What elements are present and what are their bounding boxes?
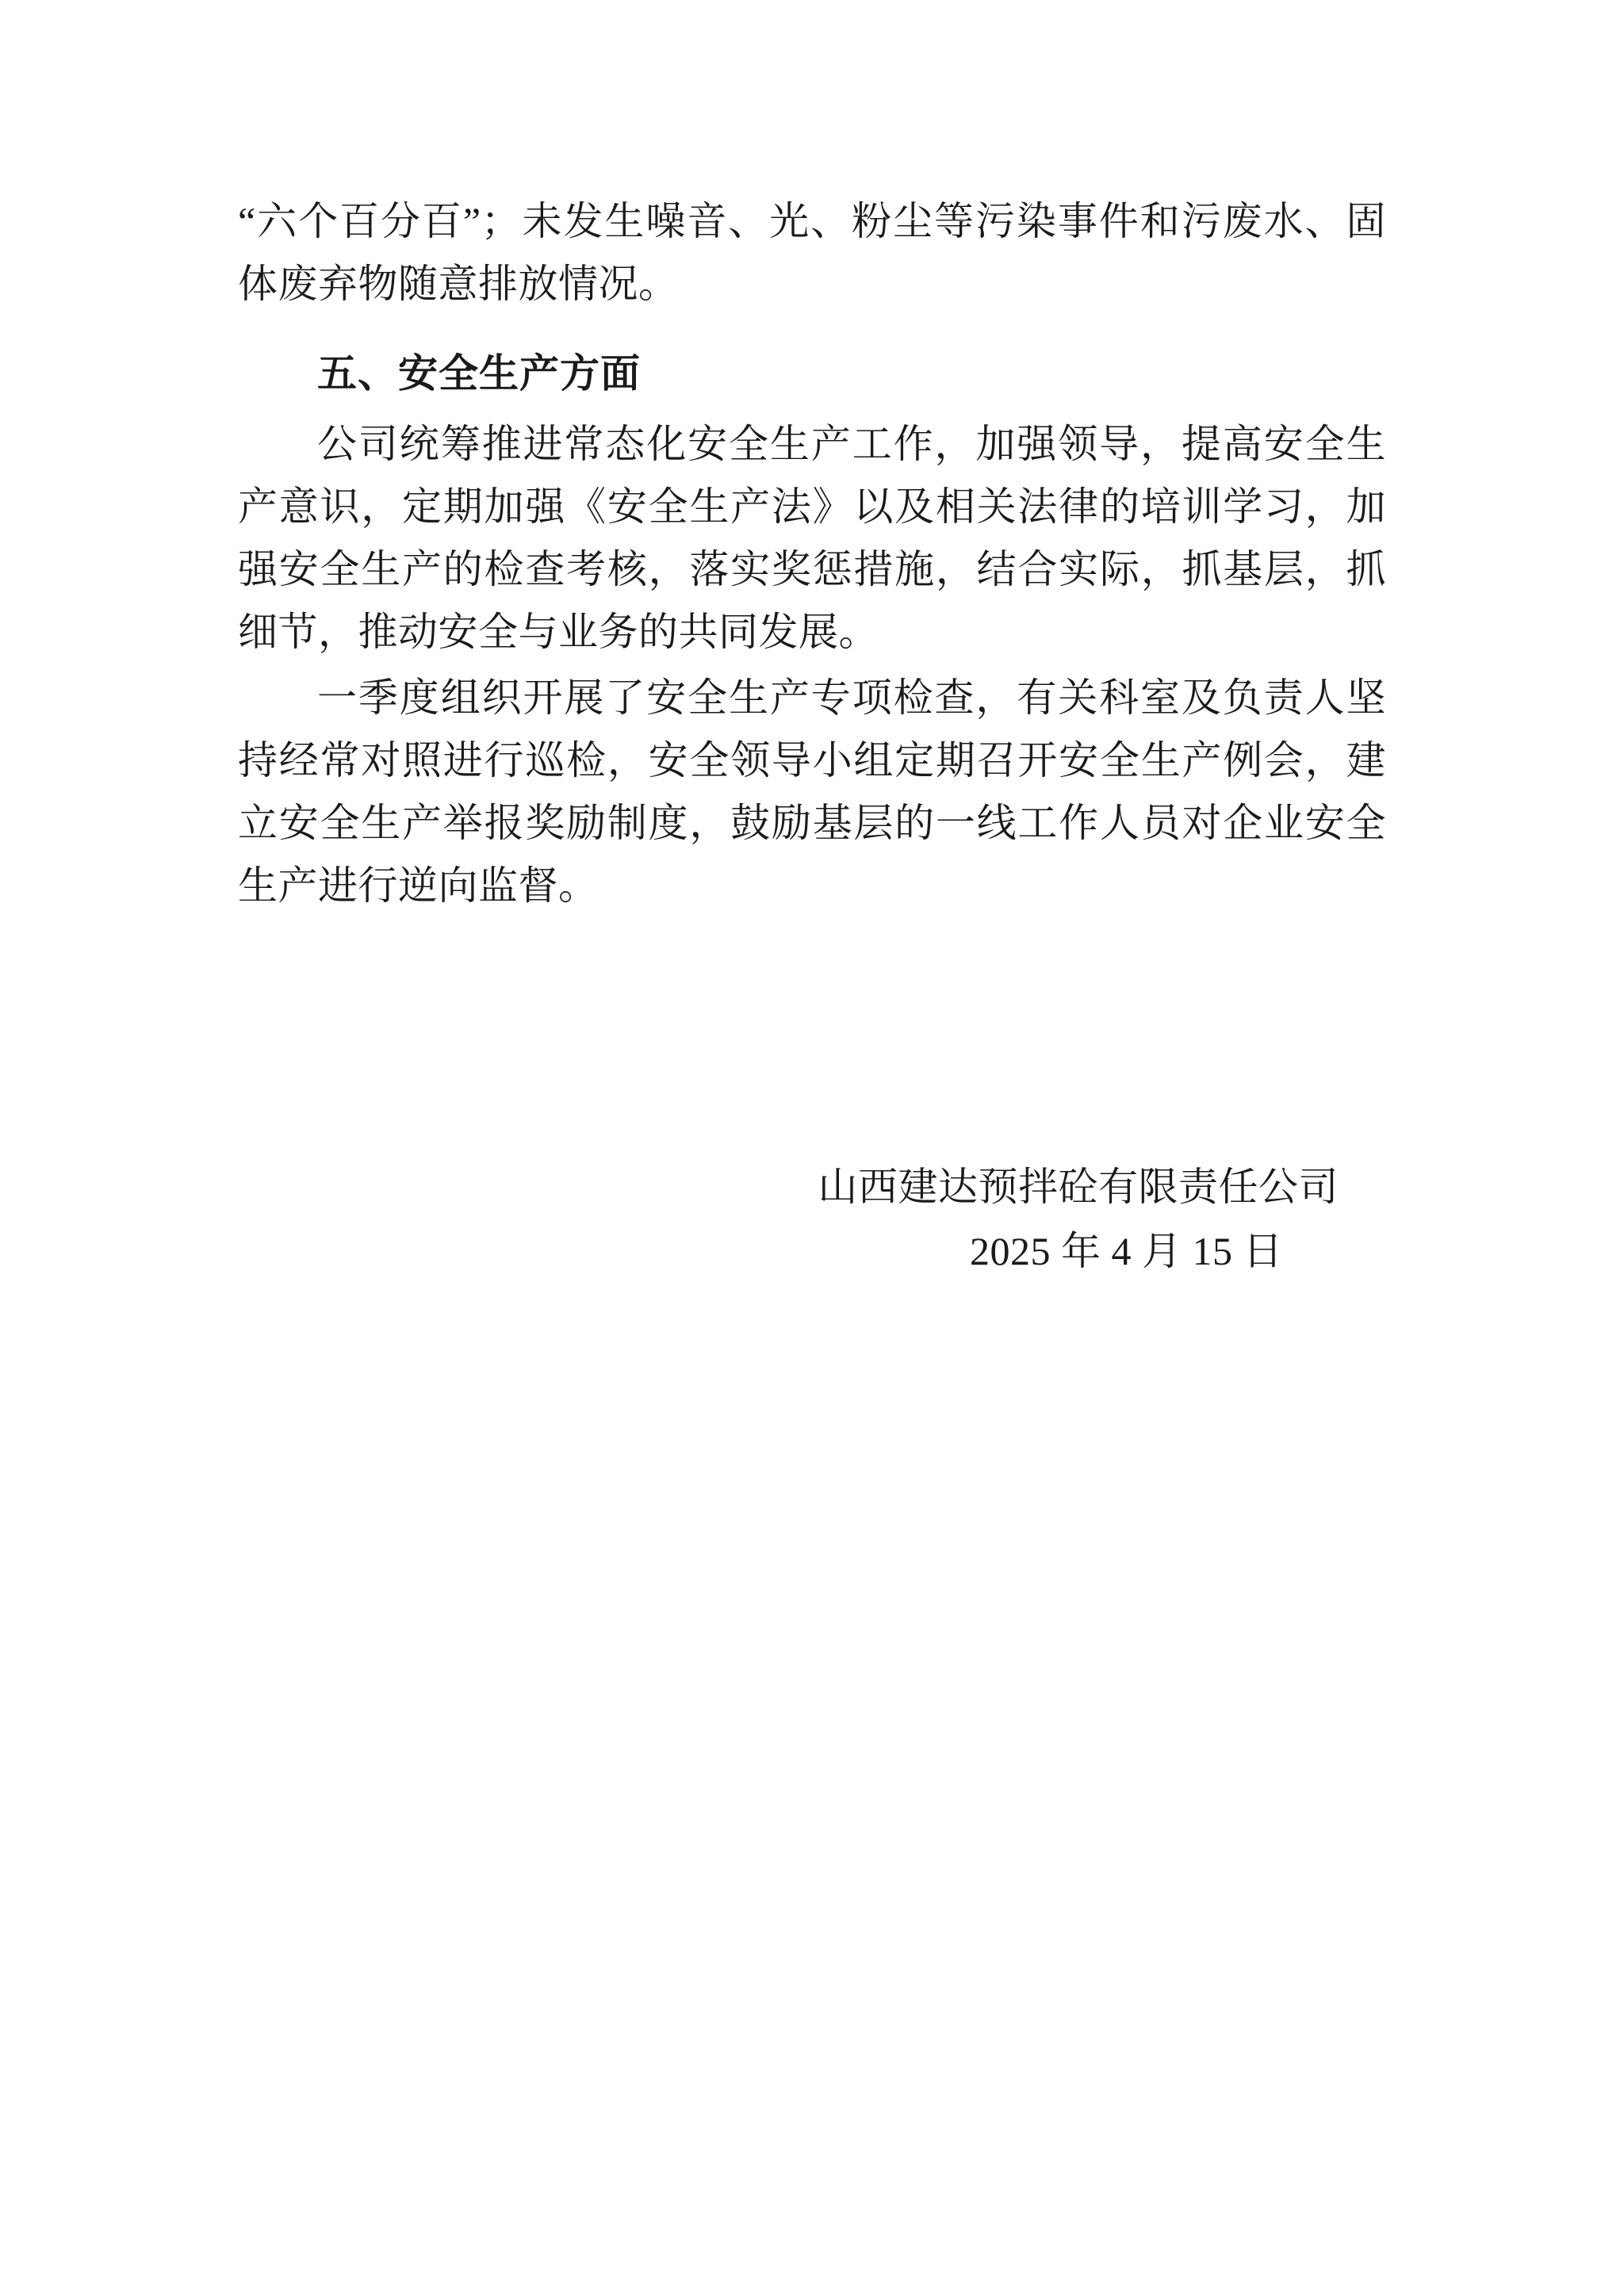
section-heading-safety-production: 五、安全生产方面 (317, 351, 641, 396)
paragraph-safety-1: 公司统筹推进常态化安全生产工作，加强领导，提高安全生产意识，定期加强《安全生产法》以及相关法律的培训学习，加强安全生产的检查考核，落实奖惩措施，结合实际，抓基层，抓细节，推动安全与业务的共同发展。 (238, 422, 1386, 654)
paragraph-safety-2: 一季度组织开展了安全生产专项检查，有关科室及负责人坚持经常对照进行巡检，安全领导小组定期召开安全生产例会，建立安全生产举报奖励制度，鼓励基层的一线工作人员对企业安全生产进行逆向监督。 (238, 675, 1386, 908)
signature-organization: 山西建达预拌砼有限责任公司 (818, 1165, 1339, 1209)
paragraph-environment-continued: “六个百分百”；未发生噪音、光、粉尘等污染事件和污废水、固体废弃物随意排放情况。 (238, 199, 1386, 306)
signature-block (238, 1155, 1386, 1284)
spacer (238, 319, 1386, 331)
signature-date: 2025 年 4 月 15 日 (970, 1229, 1283, 1273)
document-body (238, 190, 1386, 1284)
